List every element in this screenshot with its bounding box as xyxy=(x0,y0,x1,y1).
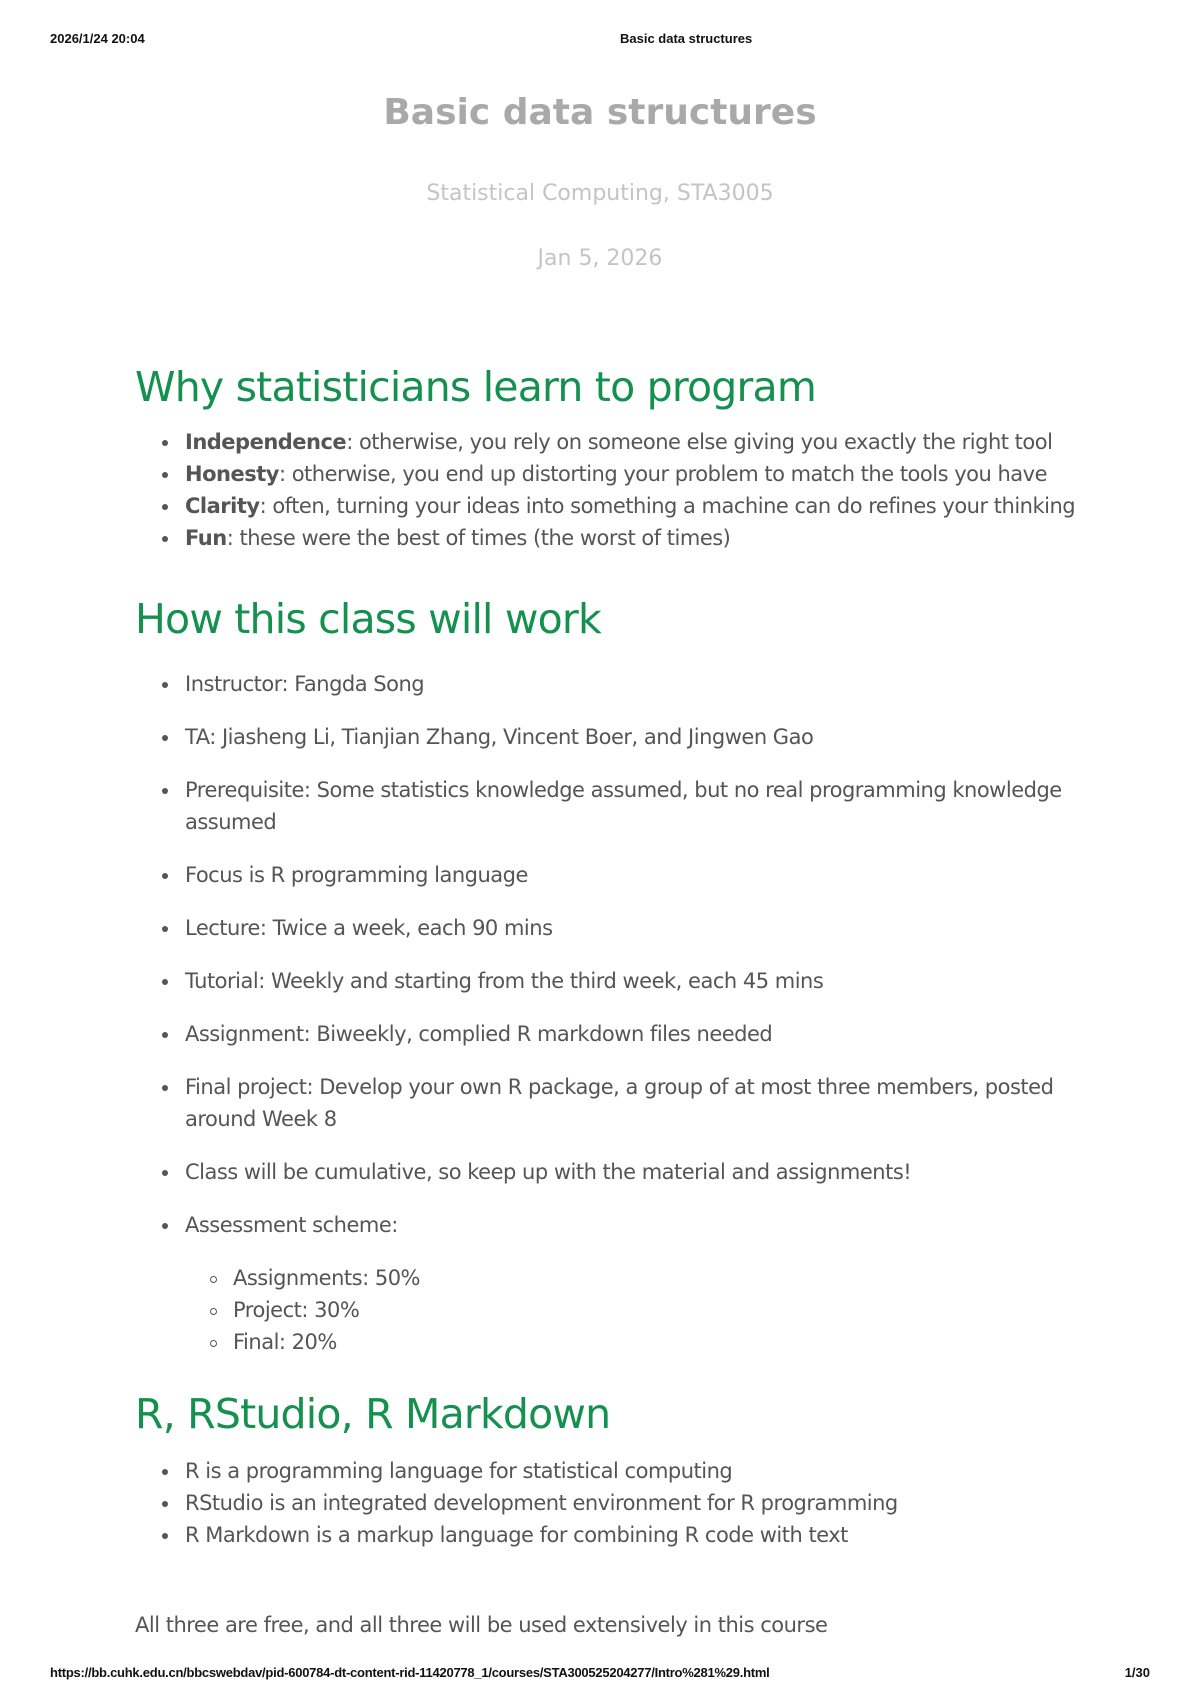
print-page-title: Basic data structures xyxy=(620,31,753,46)
list-item xyxy=(185,668,1095,700)
assessment-item xyxy=(233,1262,1095,1294)
item-text: Instructor: Fangda Song xyxy=(185,672,425,696)
item-text: TA: Jiasheng Li, Tianjian Zhang, Vincent Boer, and Jingwen Gao xyxy=(185,725,814,749)
bullet-icon xyxy=(160,721,170,753)
item-text: Project: 30% xyxy=(233,1298,360,1322)
bullet-icon xyxy=(160,1209,170,1241)
item-text: Tutorial: Weekly and starting from the third week, each 45 mins xyxy=(185,969,824,993)
print-footer xyxy=(50,1665,1150,1685)
section-heading: Why statisticians learn to program xyxy=(135,363,817,411)
section-why-program xyxy=(135,358,1095,554)
list-item xyxy=(185,721,1095,753)
item-text: Final project: Develop your own R package, a group of at most three members, posted around Week 8 xyxy=(185,1075,1054,1131)
circle-bullet-icon xyxy=(208,1294,218,1326)
bullet-list xyxy=(135,1455,1095,1551)
document-subtitle: Statistical Computing, STA3005 xyxy=(426,181,774,206)
list-item xyxy=(185,1209,1095,1358)
list-item xyxy=(185,426,1095,458)
list-item xyxy=(185,774,1095,838)
page-number: 1/30 xyxy=(1124,1665,1150,1680)
term-label: Fun xyxy=(185,526,227,550)
list-item xyxy=(185,522,1095,554)
assessment-item xyxy=(233,1326,1095,1358)
assessment-item xyxy=(233,1294,1095,1326)
list-item xyxy=(185,1519,1095,1551)
print-header xyxy=(50,31,1150,51)
list-item xyxy=(185,1018,1095,1050)
assessment-list xyxy=(185,1262,1095,1358)
bullet-icon xyxy=(160,426,170,458)
item-text: : often, turning your ideas into something a machine can do refines your thinking xyxy=(259,494,1076,518)
bullet-icon xyxy=(160,774,170,806)
bullet-icon xyxy=(160,1455,170,1487)
circle-bullet-icon xyxy=(208,1262,218,1294)
item-text: Assignment: Biweekly, complied R markdown files needed xyxy=(185,1022,773,1046)
list-item xyxy=(185,912,1095,944)
list-item xyxy=(185,859,1095,891)
bullet-icon xyxy=(160,668,170,700)
section-how-class-works xyxy=(135,590,1095,1358)
document-date: Jan 5, 2026 xyxy=(537,246,663,271)
list-item xyxy=(185,1071,1095,1135)
item-text: Class will be cumulative, so keep up with the material and assignments! xyxy=(185,1160,912,1184)
print-url: https://bb.cuhk.edu.cn/bbcswebdav/pid-600784-dt-content-rid-11420778_1/courses/STA300525204277/Intro%281%29.html xyxy=(50,1665,770,1680)
bullet-list xyxy=(135,426,1095,554)
item-text: : these were the best of times (the worst of times) xyxy=(226,526,731,550)
list-item xyxy=(185,1156,1095,1188)
item-text: Final: 20% xyxy=(233,1330,337,1354)
section-heading: R, RStudio, R Markdown xyxy=(135,1390,611,1438)
bullet-list xyxy=(135,668,1095,1358)
section-heading: How this class will work xyxy=(135,595,601,643)
item-text: R Markdown is a markup language for combining R code with text xyxy=(185,1523,848,1547)
bullet-icon xyxy=(160,859,170,891)
list-item xyxy=(185,490,1095,522)
item-text: RStudio is an integrated development environment for R programming xyxy=(185,1491,898,1515)
list-item xyxy=(185,1455,1095,1487)
item-text: Lecture: Twice a week, each 90 mins xyxy=(185,916,553,940)
list-item xyxy=(185,965,1095,997)
term-label: Honesty xyxy=(185,462,279,486)
bullet-icon xyxy=(160,490,170,522)
bullet-icon xyxy=(160,1156,170,1188)
closing-paragraph: All three are free, and all three will be used extensively in this course xyxy=(135,1613,828,1637)
section-r-tools xyxy=(135,1385,1095,1551)
list-item xyxy=(185,458,1095,490)
document-title: Basic data structures xyxy=(383,92,817,133)
circle-bullet-icon xyxy=(208,1326,218,1358)
item-text: R is a programming language for statistical computing xyxy=(185,1459,733,1483)
bullet-icon xyxy=(160,522,170,554)
item-text: : otherwise, you end up distorting your problem to match the tools you have xyxy=(278,462,1047,486)
print-timestamp: 2026/1/24 20:04 xyxy=(50,31,145,46)
item-text: : otherwise, you rely on someone else giving you exactly the right tool xyxy=(346,430,1053,454)
bullet-icon xyxy=(160,1071,170,1103)
term-label: Independence xyxy=(185,430,347,454)
item-text: Assignments: 50% xyxy=(233,1266,421,1290)
list-item xyxy=(185,1487,1095,1519)
bullet-icon xyxy=(160,1487,170,1519)
item-text: Assessment scheme: xyxy=(185,1213,398,1237)
bullet-icon xyxy=(160,1018,170,1050)
bullet-icon xyxy=(160,912,170,944)
item-text: Focus is R programming language xyxy=(185,863,528,887)
item-text: Prerequisite: Some statistics knowledge assumed, but no real programming knowledge assumed xyxy=(185,778,1062,834)
bullet-icon xyxy=(160,965,170,997)
bullet-icon xyxy=(160,458,170,490)
bullet-icon xyxy=(160,1519,170,1551)
term-label: Clarity xyxy=(185,494,260,518)
